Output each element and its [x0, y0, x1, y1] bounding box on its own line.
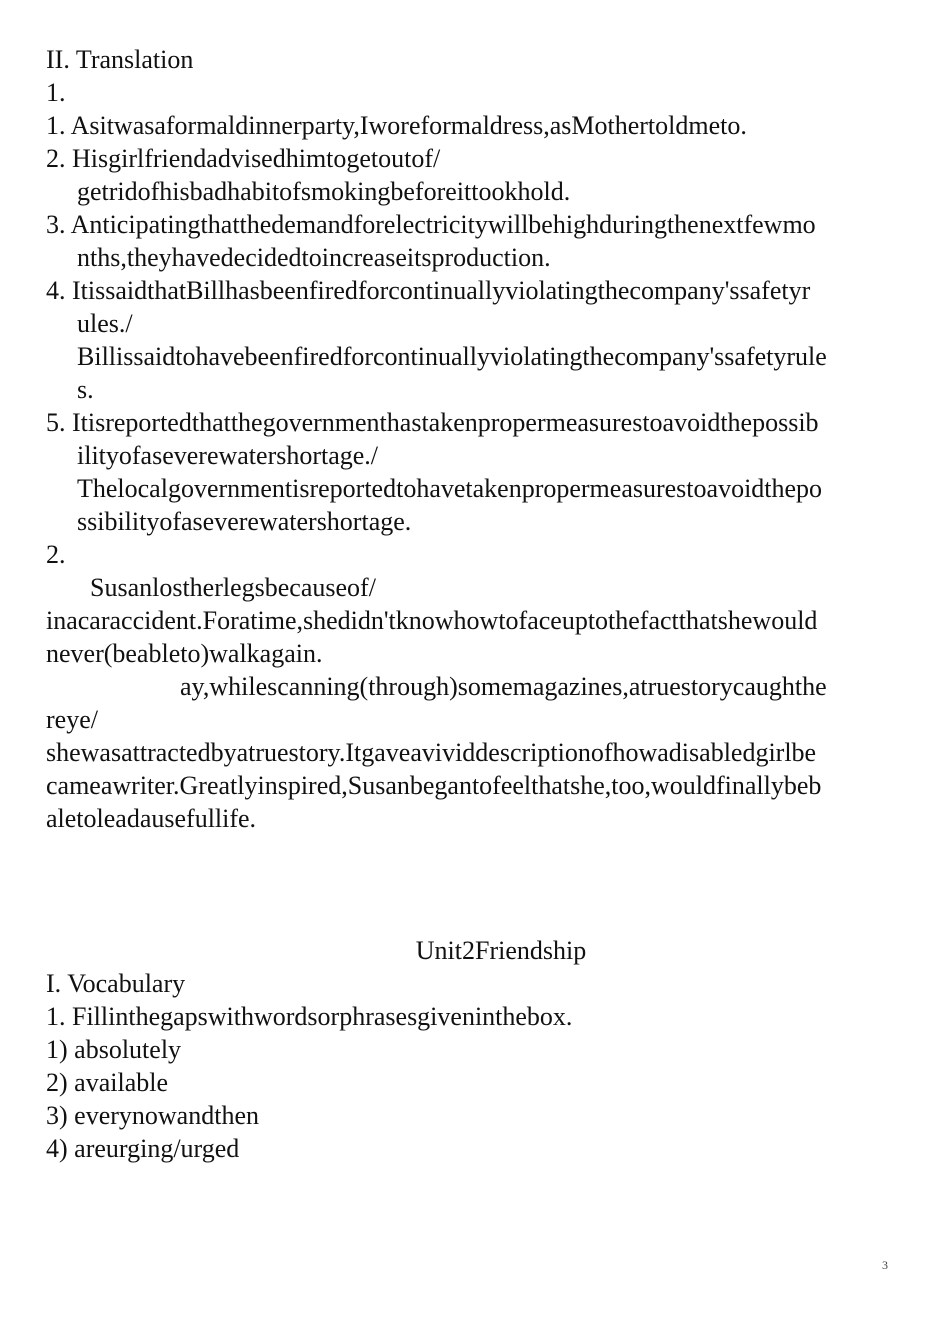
item-number: 2. [46, 144, 66, 173]
answer-text: everynowandthen [74, 1101, 259, 1130]
section-heading-vocabulary: I. Vocabulary [46, 969, 186, 998]
translation-item-1 [46, 109, 916, 142]
paragraph-line: ay,whilescanning(through)somemagazines,atruestorycaughthe [180, 672, 827, 701]
translation-paragraph-2 [46, 670, 916, 835]
item-text-line: getridofhisbadhabitofsmokingbeforeittookhold. [77, 177, 571, 206]
translation-item-3 [46, 208, 916, 274]
answer-item-4 [46, 1132, 916, 1165]
paragraph-line: inacaraccident.Foratime,shedidn'tknowhowtofaceuptothefactthatshewould [46, 606, 818, 635]
item-number: 5. [46, 408, 66, 437]
page-number: 3 [882, 1258, 888, 1272]
translation-item-5 [46, 406, 916, 538]
exercise-instruction: 1. Fillinthegapswithwordsorphrasesgiveninthebox. [46, 1002, 573, 1031]
section-spacer [46, 835, 916, 934]
answer-text: available [74, 1068, 169, 1097]
answer-item-3 [46, 1099, 916, 1132]
answer-number: 3) [46, 1101, 68, 1130]
item-text-line: ssibilityofaseverewatershortage. [77, 507, 412, 536]
item-text-line: s. [77, 375, 94, 404]
answer-number: 4) [46, 1134, 68, 1163]
translation-item-2 [46, 142, 916, 208]
answer-item-1 [46, 1033, 916, 1066]
item-text-line: Asitwasaformaldinnerparty,Iworeformaldress,asMothertoldmeto. [70, 111, 747, 140]
answer-text: areurging/urged [74, 1134, 240, 1163]
paragraph-line: reye/ [46, 705, 98, 734]
answer-list [46, 1033, 916, 1165]
item-number: 4. [46, 276, 66, 305]
item-text-line: nths,theyhavedecidedtoincreaseitsproduction. [77, 243, 551, 272]
translation-item-4 [46, 274, 916, 406]
answer-text: absolutely [74, 1035, 182, 1064]
item-text-line: ilityofaseverewatershortage./ [77, 441, 379, 470]
item-text-line: Billissaidtohavebeenfiredforcontinuallyviolatingthecompany'ssafetyrule [77, 342, 827, 371]
item-text-line: Anticipatingthatthedemandforelectricitywillbehighduringthenextfewmo [70, 210, 816, 239]
answer-number: 1) [46, 1035, 68, 1064]
translation-paragraph-1 [46, 571, 916, 670]
item-number: 1. [46, 111, 66, 140]
paragraph-line: never(beableto)walkagain. [46, 639, 323, 668]
unit-title: Unit2Friendship [415, 936, 587, 965]
paragraph-line: Susanlostherlegsbecauseof/ [90, 573, 376, 602]
item-text-line: Thelocalgovernmentisreportedtohavetakenpropermeasurestoavoidthepo [77, 474, 823, 503]
item-number: 3. [46, 210, 66, 239]
answer-number: 2) [46, 1068, 68, 1097]
part-label-1: 1. [46, 78, 66, 107]
item-text-line: ules./ [77, 309, 133, 338]
paragraph-line: cameawriter.Greatlyinspired,Susanbegantofeelthatshe,too,wouldfinallybeb [46, 771, 822, 800]
item-text-line: Hisgirlfriendadvisedhimtogetoutof/ [72, 144, 441, 173]
item-text-line: ItissaidthatBillhasbeenfiredforcontinuallyviolatingthecompany'ssafetyr [72, 276, 811, 305]
part-label-2: 2. [46, 540, 66, 569]
section-heading-translation: II. Translation [46, 45, 194, 74]
answer-item-2 [46, 1066, 916, 1099]
document-page [46, 43, 916, 1165]
paragraph-line: shewasattractedbyatruestory.Itgaveavividdescriptionofhowadisabledgirlbe [46, 738, 817, 767]
item-text-line: Itisreportedthatthegovernmenthastakenpropermeasurestoavoidthepossib [72, 408, 819, 437]
paragraph-line: aletoleadausefullife. [46, 804, 257, 833]
